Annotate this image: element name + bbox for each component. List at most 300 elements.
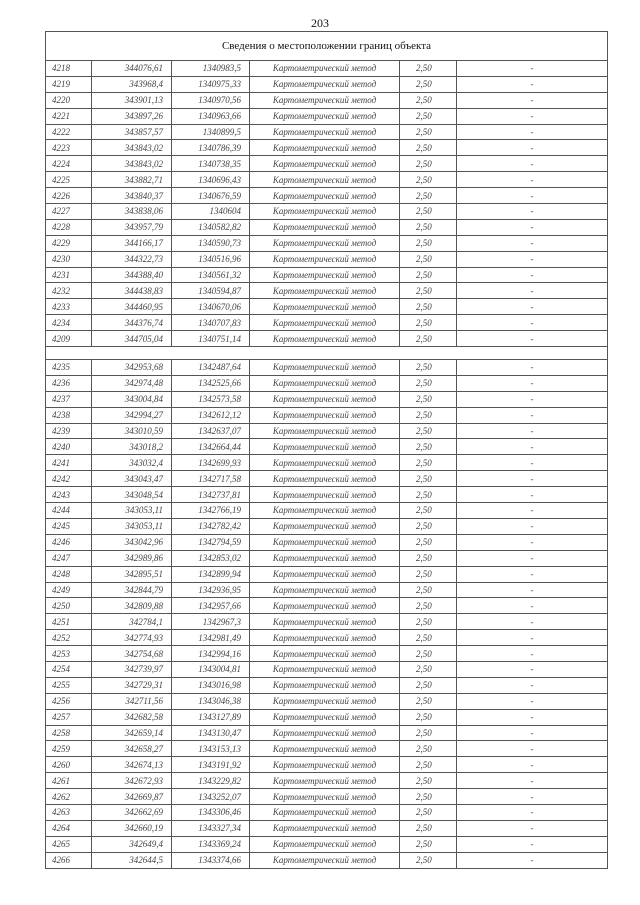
description-cell: - — [457, 204, 608, 220]
accuracy-cell: 2,50 — [400, 693, 457, 709]
table-row — [46, 852, 608, 868]
accuracy-cell: 2,50 — [400, 219, 457, 235]
method-cell: Картометрический метод — [250, 108, 400, 124]
point-number-cell: 4228 — [46, 219, 92, 235]
x-coordinate-cell: 342739,97 — [92, 661, 172, 677]
point-number-cell: 4252 — [46, 630, 92, 646]
y-coordinate-cell: 1343130,47 — [172, 725, 250, 741]
method-cell: Картометрический метод — [250, 820, 400, 836]
y-coordinate-cell: 1342981,49 — [172, 630, 250, 646]
x-coordinate-cell: 342644,5 — [92, 852, 172, 868]
point-number-cell: 4227 — [46, 204, 92, 220]
accuracy-cell: 2,50 — [400, 423, 457, 439]
x-coordinate-cell: 342669,87 — [92, 789, 172, 805]
table-row — [46, 693, 608, 709]
table-row — [46, 92, 608, 108]
point-number-cell: 4226 — [46, 188, 92, 204]
point-number-cell: 4243 — [46, 487, 92, 503]
description-cell: - — [457, 76, 608, 92]
accuracy-cell: 2,50 — [400, 360, 457, 376]
x-coordinate-cell: 342895,51 — [92, 566, 172, 582]
method-cell: Картометрический метод — [250, 804, 400, 820]
description-cell: - — [457, 360, 608, 376]
y-coordinate-cell: 1342664,44 — [172, 439, 250, 455]
x-coordinate-cell: 343053,11 — [92, 518, 172, 534]
x-coordinate-cell: 342989,86 — [92, 550, 172, 566]
point-number-cell: 4263 — [46, 804, 92, 820]
accuracy-cell: 2,50 — [400, 820, 457, 836]
y-coordinate-cell: 1340516,96 — [172, 251, 250, 267]
table-row — [46, 124, 608, 140]
description-cell: - — [457, 315, 608, 331]
point-number-cell: 4238 — [46, 407, 92, 423]
x-coordinate-cell: 342674,13 — [92, 757, 172, 773]
x-coordinate-cell: 343968,4 — [92, 76, 172, 92]
description-cell: - — [457, 598, 608, 614]
accuracy-cell: 2,50 — [400, 757, 457, 773]
accuracy-cell: 2,50 — [400, 518, 457, 534]
table-row — [46, 108, 608, 124]
accuracy-cell: 2,50 — [400, 251, 457, 267]
x-coordinate-cell: 342682,58 — [92, 709, 172, 725]
accuracy-cell: 2,50 — [400, 773, 457, 789]
y-coordinate-cell: 1342936,95 — [172, 582, 250, 598]
description-cell: - — [457, 140, 608, 156]
y-coordinate-cell: 1342853,02 — [172, 550, 250, 566]
table-row — [46, 677, 608, 693]
accuracy-cell: 2,50 — [400, 725, 457, 741]
accuracy-cell: 2,50 — [400, 299, 457, 315]
x-coordinate-cell: 344388,40 — [92, 267, 172, 283]
description-cell: - — [457, 566, 608, 582]
x-coordinate-cell: 343043,47 — [92, 471, 172, 487]
method-cell: Картометрический метод — [250, 360, 400, 376]
point-number-cell: 4266 — [46, 852, 92, 868]
x-coordinate-cell: 344166,17 — [92, 235, 172, 251]
point-number-cell: 4236 — [46, 375, 92, 391]
point-number-cell: 4247 — [46, 550, 92, 566]
description-cell: - — [457, 630, 608, 646]
method-cell: Картометрический метод — [250, 646, 400, 662]
accuracy-cell: 2,50 — [400, 804, 457, 820]
accuracy-cell: 2,50 — [400, 124, 457, 140]
group-separator-row — [46, 347, 608, 360]
x-coordinate-cell: 342658,27 — [92, 741, 172, 757]
description-cell: - — [457, 235, 608, 251]
accuracy-cell: 2,50 — [400, 487, 457, 503]
table-row — [46, 709, 608, 725]
y-coordinate-cell: 1343374,66 — [172, 852, 250, 868]
accuracy-cell: 2,50 — [400, 61, 457, 77]
y-coordinate-cell: 1342637,07 — [172, 423, 250, 439]
description-cell: - — [457, 757, 608, 773]
y-coordinate-cell: 1342525,66 — [172, 375, 250, 391]
point-number-cell: 4246 — [46, 534, 92, 550]
method-cell: Картометрический метод — [250, 391, 400, 407]
point-number-cell: 4250 — [46, 598, 92, 614]
x-coordinate-cell: 342953,68 — [92, 360, 172, 376]
y-coordinate-cell: 1340983,5 — [172, 61, 250, 77]
method-cell: Картометрический метод — [250, 375, 400, 391]
table-row — [46, 661, 608, 677]
method-cell: Картометрический метод — [250, 76, 400, 92]
table-row — [46, 566, 608, 582]
y-coordinate-cell: 1342487,64 — [172, 360, 250, 376]
x-coordinate-cell: 342809,88 — [92, 598, 172, 614]
x-coordinate-cell: 344705,04 — [92, 331, 172, 347]
y-coordinate-cell: 1340975,33 — [172, 76, 250, 92]
y-coordinate-cell: 1342737,81 — [172, 487, 250, 503]
point-number-cell: 4231 — [46, 267, 92, 283]
table-row — [46, 455, 608, 471]
description-cell: - — [457, 156, 608, 172]
description-cell: - — [457, 407, 608, 423]
point-number-cell: 4240 — [46, 439, 92, 455]
table-row — [46, 773, 608, 789]
x-coordinate-cell: 343018,2 — [92, 439, 172, 455]
method-cell: Картометрический метод — [250, 156, 400, 172]
point-number-cell: 4232 — [46, 283, 92, 299]
description-cell: - — [457, 820, 608, 836]
point-number-cell: 4237 — [46, 391, 92, 407]
point-number-cell: 4230 — [46, 251, 92, 267]
point-number-cell: 4244 — [46, 503, 92, 519]
y-coordinate-cell: 1342967,3 — [172, 614, 250, 630]
method-cell: Картометрический метод — [250, 140, 400, 156]
table-row — [46, 188, 608, 204]
description-cell: - — [457, 789, 608, 805]
description-cell: - — [457, 741, 608, 757]
x-coordinate-cell: 342729,31 — [92, 677, 172, 693]
accuracy-cell: 2,50 — [400, 235, 457, 251]
description-cell: - — [457, 124, 608, 140]
x-coordinate-cell: 343053,11 — [92, 503, 172, 519]
table-body — [46, 61, 608, 869]
y-coordinate-cell: 1343191,92 — [172, 757, 250, 773]
x-coordinate-cell: 342754,68 — [92, 646, 172, 662]
table-row — [46, 646, 608, 662]
accuracy-cell: 2,50 — [400, 156, 457, 172]
method-cell: Картометрический метод — [250, 518, 400, 534]
table-row — [46, 172, 608, 188]
description-cell: - — [457, 391, 608, 407]
accuracy-cell: 2,50 — [400, 407, 457, 423]
table-row — [46, 360, 608, 376]
y-coordinate-cell: 1343327,34 — [172, 820, 250, 836]
x-coordinate-cell: 343957,79 — [92, 219, 172, 235]
accuracy-cell: 2,50 — [400, 614, 457, 630]
method-cell: Картометрический метод — [250, 550, 400, 566]
description-cell: - — [457, 852, 608, 868]
method-cell: Картометрический метод — [250, 267, 400, 283]
table-row — [46, 820, 608, 836]
y-coordinate-cell: 1340899,5 — [172, 124, 250, 140]
accuracy-cell: 2,50 — [400, 267, 457, 283]
accuracy-cell: 2,50 — [400, 836, 457, 852]
table-row — [46, 407, 608, 423]
y-coordinate-cell: 1340707,83 — [172, 315, 250, 331]
accuracy-cell: 2,50 — [400, 503, 457, 519]
point-number-cell: 4234 — [46, 315, 92, 331]
x-coordinate-cell: 343042,96 — [92, 534, 172, 550]
y-coordinate-cell: 1340786,39 — [172, 140, 250, 156]
description-cell: - — [457, 455, 608, 471]
y-coordinate-cell: 1342957,66 — [172, 598, 250, 614]
method-cell: Картометрический метод — [250, 172, 400, 188]
description-cell: - — [457, 709, 608, 725]
method-cell: Картометрический метод — [250, 852, 400, 868]
method-cell: Картометрический метод — [250, 188, 400, 204]
description-cell: - — [457, 773, 608, 789]
y-coordinate-cell: 1340963,66 — [172, 108, 250, 124]
accuracy-cell: 2,50 — [400, 630, 457, 646]
table-row — [46, 299, 608, 315]
table-row — [46, 283, 608, 299]
accuracy-cell: 2,50 — [400, 140, 457, 156]
y-coordinate-cell: 1343127,89 — [172, 709, 250, 725]
table-row — [46, 76, 608, 92]
x-coordinate-cell: 342660,19 — [92, 820, 172, 836]
accuracy-cell: 2,50 — [400, 741, 457, 757]
table-row — [46, 550, 608, 566]
point-number-cell: 4257 — [46, 709, 92, 725]
method-cell: Картометрический метод — [250, 251, 400, 267]
table-row — [46, 757, 608, 773]
table-row — [46, 439, 608, 455]
x-coordinate-cell: 343882,71 — [92, 172, 172, 188]
point-number-cell: 4254 — [46, 661, 92, 677]
method-cell: Картометрический метод — [250, 61, 400, 77]
point-number-cell: 4235 — [46, 360, 92, 376]
y-coordinate-cell: 1343229,82 — [172, 773, 250, 789]
method-cell: Картометрический метод — [250, 598, 400, 614]
accuracy-cell: 2,50 — [400, 789, 457, 805]
description-cell: - — [457, 108, 608, 124]
method-cell: Картометрический метод — [250, 566, 400, 582]
method-cell: Картометрический метод — [250, 693, 400, 709]
description-cell: - — [457, 172, 608, 188]
method-cell: Картометрический метод — [250, 757, 400, 773]
y-coordinate-cell: 1342699,93 — [172, 455, 250, 471]
method-cell: Картометрический метод — [250, 315, 400, 331]
table-row — [46, 630, 608, 646]
accuracy-cell: 2,50 — [400, 852, 457, 868]
y-coordinate-cell: 1343153,13 — [172, 741, 250, 757]
description-cell: - — [457, 614, 608, 630]
point-number-cell: 4229 — [46, 235, 92, 251]
method-cell: Картометрический метод — [250, 503, 400, 519]
description-cell: - — [457, 503, 608, 519]
accuracy-cell: 2,50 — [400, 315, 457, 331]
y-coordinate-cell: 1340696,43 — [172, 172, 250, 188]
accuracy-cell: 2,50 — [400, 108, 457, 124]
point-number-cell: 4262 — [46, 789, 92, 805]
point-number-cell: 4259 — [46, 741, 92, 757]
table-row — [46, 61, 608, 77]
table-row — [46, 331, 608, 347]
y-coordinate-cell: 1343046,38 — [172, 693, 250, 709]
y-coordinate-cell: 1340594,87 — [172, 283, 250, 299]
accuracy-cell: 2,50 — [400, 709, 457, 725]
point-number-cell: 4251 — [46, 614, 92, 630]
point-number-cell: 4261 — [46, 773, 92, 789]
y-coordinate-cell: 1340738,35 — [172, 156, 250, 172]
y-coordinate-cell: 1342794,59 — [172, 534, 250, 550]
table-row — [46, 235, 608, 251]
method-cell: Картометрический метод — [250, 235, 400, 251]
x-coordinate-cell: 342649,4 — [92, 836, 172, 852]
accuracy-cell: 2,50 — [400, 375, 457, 391]
table-row — [46, 471, 608, 487]
table-title-row — [46, 32, 608, 61]
accuracy-cell: 2,50 — [400, 677, 457, 693]
method-cell: Картометрический метод — [250, 614, 400, 630]
point-number-cell: 4248 — [46, 566, 92, 582]
description-cell: - — [457, 661, 608, 677]
description-cell: - — [457, 267, 608, 283]
y-coordinate-cell: 1340751,14 — [172, 331, 250, 347]
table-row — [46, 503, 608, 519]
accuracy-cell: 2,50 — [400, 550, 457, 566]
description-cell: - — [457, 92, 608, 108]
group-separator-cell — [46, 347, 608, 360]
method-cell: Картометрический метод — [250, 204, 400, 220]
x-coordinate-cell: 342774,93 — [92, 630, 172, 646]
method-cell: Картометрический метод — [250, 630, 400, 646]
y-coordinate-cell: 1340561,32 — [172, 267, 250, 283]
description-cell: - — [457, 283, 608, 299]
point-number-cell: 4249 — [46, 582, 92, 598]
point-number-cell: 4245 — [46, 518, 92, 534]
description-cell: - — [457, 487, 608, 503]
x-coordinate-cell: 342659,14 — [92, 725, 172, 741]
x-coordinate-cell: 344438,83 — [92, 283, 172, 299]
y-coordinate-cell: 1342573,58 — [172, 391, 250, 407]
table-row — [46, 219, 608, 235]
method-cell: Картометрический метод — [250, 677, 400, 693]
description-cell: - — [457, 423, 608, 439]
table-row — [46, 741, 608, 757]
description-cell: - — [457, 299, 608, 315]
point-number-cell: 4255 — [46, 677, 92, 693]
x-coordinate-cell: 343032,4 — [92, 455, 172, 471]
point-number-cell: 4241 — [46, 455, 92, 471]
description-cell: - — [457, 439, 608, 455]
description-cell: - — [457, 219, 608, 235]
x-coordinate-cell: 343840,37 — [92, 188, 172, 204]
table-row — [46, 315, 608, 331]
accuracy-cell: 2,50 — [400, 661, 457, 677]
table-row — [46, 251, 608, 267]
x-coordinate-cell: 343897,26 — [92, 108, 172, 124]
method-cell: Картометрический метод — [250, 407, 400, 423]
table-row — [46, 156, 608, 172]
x-coordinate-cell: 342844,79 — [92, 582, 172, 598]
method-cell: Картометрический метод — [250, 487, 400, 503]
y-coordinate-cell: 1342994,16 — [172, 646, 250, 662]
method-cell: Картометрический метод — [250, 725, 400, 741]
y-coordinate-cell: 1340970,56 — [172, 92, 250, 108]
point-number-cell: 4265 — [46, 836, 92, 852]
y-coordinate-cell: 1340670,06 — [172, 299, 250, 315]
point-number-cell: 4218 — [46, 61, 92, 77]
accuracy-cell: 2,50 — [400, 582, 457, 598]
method-cell: Картометрический метод — [250, 534, 400, 550]
accuracy-cell: 2,50 — [400, 188, 457, 204]
x-coordinate-cell: 344322,73 — [92, 251, 172, 267]
x-coordinate-cell: 344376,74 — [92, 315, 172, 331]
method-cell: Картометрический метод — [250, 455, 400, 471]
point-number-cell: 4223 — [46, 140, 92, 156]
y-coordinate-cell: 1343016,98 — [172, 677, 250, 693]
y-coordinate-cell: 1340582,82 — [172, 219, 250, 235]
method-cell: Картометрический метод — [250, 471, 400, 487]
point-number-cell: 4224 — [46, 156, 92, 172]
description-cell: - — [457, 693, 608, 709]
y-coordinate-cell: 1340676,59 — [172, 188, 250, 204]
table-title: Сведения о местоположении границ объекта — [46, 32, 608, 61]
method-cell: Картометрический метод — [250, 299, 400, 315]
accuracy-cell: 2,50 — [400, 283, 457, 299]
method-cell: Картометрический метод — [250, 836, 400, 852]
table-row — [46, 391, 608, 407]
method-cell: Картометрический метод — [250, 283, 400, 299]
point-number-cell: 4264 — [46, 820, 92, 836]
x-coordinate-cell: 343048,54 — [92, 487, 172, 503]
method-cell: Картометрический метод — [250, 773, 400, 789]
description-cell: - — [457, 251, 608, 267]
accuracy-cell: 2,50 — [400, 331, 457, 347]
x-coordinate-cell: 343010,59 — [92, 423, 172, 439]
accuracy-cell: 2,50 — [400, 455, 457, 471]
accuracy-cell: 2,50 — [400, 172, 457, 188]
y-coordinate-cell: 1343306,46 — [172, 804, 250, 820]
y-coordinate-cell: 1340604 — [172, 204, 250, 220]
description-cell: - — [457, 534, 608, 550]
point-number-cell: 4239 — [46, 423, 92, 439]
table-row — [46, 804, 608, 820]
x-coordinate-cell: 342784,1 — [92, 614, 172, 630]
table-row — [46, 375, 608, 391]
x-coordinate-cell: 342974,48 — [92, 375, 172, 391]
method-cell: Картометрический метод — [250, 219, 400, 235]
accuracy-cell: 2,50 — [400, 534, 457, 550]
description-cell: - — [457, 725, 608, 741]
method-cell: Картометрический метод — [250, 124, 400, 140]
description-cell: - — [457, 804, 608, 820]
accuracy-cell: 2,50 — [400, 471, 457, 487]
point-number-cell: 4233 — [46, 299, 92, 315]
description-cell: - — [457, 188, 608, 204]
method-cell: Картометрический метод — [250, 741, 400, 757]
y-coordinate-cell: 1342899,94 — [172, 566, 250, 582]
boundary-coordinates-table — [45, 31, 608, 869]
accuracy-cell: 2,50 — [400, 204, 457, 220]
table-row — [46, 423, 608, 439]
point-number-cell: 4220 — [46, 92, 92, 108]
y-coordinate-cell: 1342782,42 — [172, 518, 250, 534]
table-row — [46, 789, 608, 805]
point-number-cell: 4222 — [46, 124, 92, 140]
accuracy-cell: 2,50 — [400, 391, 457, 407]
y-coordinate-cell: 1342717,58 — [172, 471, 250, 487]
description-cell: - — [457, 518, 608, 534]
point-number-cell: 4225 — [46, 172, 92, 188]
method-cell: Картометрический метод — [250, 709, 400, 725]
y-coordinate-cell: 1342766,19 — [172, 503, 250, 519]
table-row — [46, 204, 608, 220]
accuracy-cell: 2,50 — [400, 439, 457, 455]
